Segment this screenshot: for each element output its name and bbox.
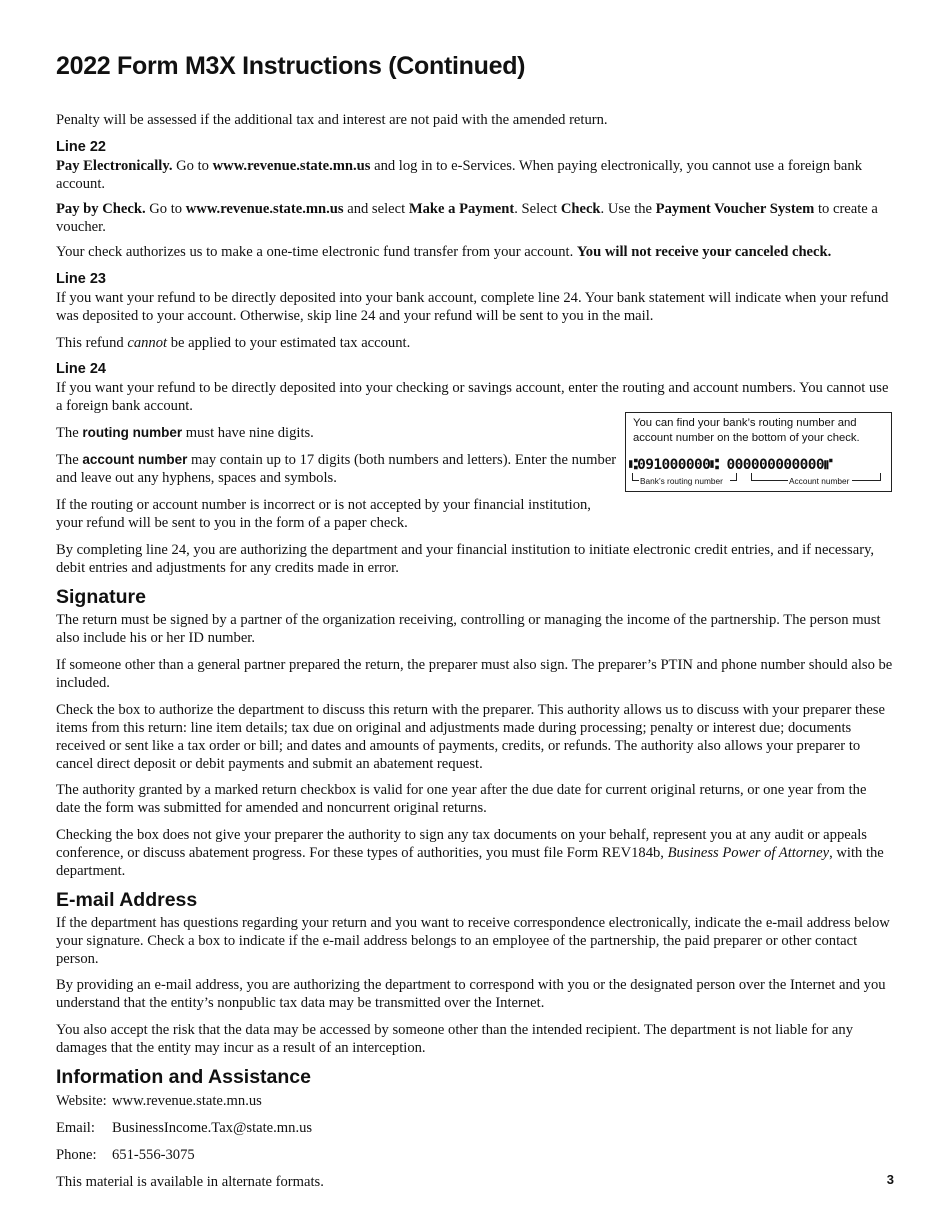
check-term: Check	[560, 201, 601, 217]
page-number: 3	[886, 1172, 894, 1187]
account-number-term: account number	[82, 452, 188, 467]
routing-number-term: routing number	[82, 425, 183, 440]
canceled-check-warning: You will not receive your canceled check.	[576, 244, 832, 260]
pay-electronically-label: Pay Electronically.	[56, 158, 173, 174]
cannot-emphasis: cannot	[127, 335, 168, 351]
text-span: to create a voucher.	[56, 201, 878, 235]
text-span: may contain up to 17 digits (both numbers and letters). Enter the number and leave out any hyphens, spaces and symbols.	[56, 452, 617, 486]
email-paragraph-3: You also accept the risk that the data may be accessed by someone other than the intended recipient. The department is not liable for any damages that the entity may incur as a result of an interception.	[56, 1022, 853, 1056]
account-number-label: Account number	[789, 476, 850, 486]
text-span: The	[56, 425, 83, 441]
business-power-of-attorney-title: Business Power of Attorney	[667, 845, 830, 861]
phone-row	[56, 1146, 195, 1164]
payment-voucher-system-term: Payment Voucher System	[655, 201, 815, 217]
revenue-link[interactable]: www.revenue.state.mn.us	[185, 201, 344, 217]
text-span: . Use the	[600, 201, 656, 217]
line22-check-authorization	[56, 243, 831, 261]
routing-bracket-right	[730, 473, 737, 481]
website-row	[56, 1092, 262, 1110]
text-span: This refund	[56, 335, 128, 351]
alternate-formats-note: This material is available in alternate formats.	[56, 1174, 324, 1190]
page-title: 2022 Form M3X Instructions (Continued)	[56, 52, 526, 80]
check-figure-caption: You can find your bank’s routing number and account number on the bottom of your check.	[633, 417, 860, 444]
phone-number: 651-556-3075	[112, 1147, 195, 1163]
make-payment-term: Make a Payment	[408, 201, 515, 217]
line24-account-number	[56, 451, 618, 487]
routing-bracket-left	[632, 473, 639, 481]
text-span: Your check authorizes us to make a one-time electronic fund transfer from your account.	[56, 244, 577, 260]
line24-paragraph-5: By completing line 24, you are authorizing the department and your financial institution to initiate electronic credit entries, and if necessary, debit entries and adjustments for any credits made in error.	[56, 542, 875, 576]
text-span: The	[56, 452, 83, 468]
signature-paragraph-4: The authority granted by a marked return checkbox is valid for one year after the due date for current original returns, or one year from the date the form was submitted for amended and noncurrent original returns.	[56, 782, 867, 816]
email-paragraph-2: By providing an e-mail address, you are authorizing the department to correspond with you or the designated person over the Internet and you understand that the entity’s nonpublic tax data may be transmitted over the Internet.	[56, 977, 886, 1011]
email-paragraph-1: If the department has questions regarding your return and you want to receive correspondence electronically, indicate the e-mail address below your signature. Check a box to indicate if the e-mail address belongs to an employee of the partnership, the paid preparer or other contact person.	[56, 915, 890, 967]
pay-by-check-label: Pay by Check.	[56, 201, 146, 217]
line23-heading: Line 23	[56, 271, 106, 287]
line24-paragraph-1: If you want your refund to be directly deposited into your checking or savings account, enter the routing and account numbers. You cannot use a foreign bank account.	[56, 380, 889, 414]
routing-number-label: Bank’s routing number	[640, 476, 723, 486]
text-span: Checking the box does not give your preparer the authority to sign any tax documents on your behalf, represent you at any audit or appeals conference, or discuss abatement progress. For these types of authorities, you must file Form REV184b,	[56, 827, 867, 861]
text-span: Go to	[172, 158, 213, 174]
email-link[interactable]: BusinessIncome.Tax@state.mn.us	[112, 1120, 313, 1136]
signature-heading: Signature	[56, 586, 146, 608]
email-row	[56, 1119, 312, 1137]
account-bracket-left	[751, 473, 788, 481]
line22-heading: Line 22	[56, 139, 106, 155]
line22-pay-electronically	[56, 157, 894, 193]
line22-pay-by-check	[56, 200, 894, 236]
text-span: be applied to your estimated tax account.	[167, 335, 411, 351]
text-span: , with the department.	[56, 845, 884, 879]
text-span: and select	[343, 201, 409, 217]
signature-paragraph-5	[56, 826, 894, 880]
text-span: and log in to e-Services. When paying electronically, you cannot use a foreign bank account.	[56, 158, 863, 192]
text-span: . Select	[514, 201, 561, 217]
line24-paragraph-4: If the routing or account number is incorrect or is not accepted by your financial institution, your refund will be sent to you in the form of a paper check.	[56, 497, 591, 531]
website-label: Website:	[56, 1093, 107, 1109]
text-span: must have nine digits.	[182, 425, 314, 441]
signature-paragraph-3: Check the box to authorize the department to discuss this return with the preparer. This authority allows us to discuss with your preparer these items from this return: line item details; tax due on original and adjustments made during processing; penalty or interest due; documents received or sent like a tax order or bill; and dates and amounts of payments, credits, or refunds. The authority also allows your preparer to cancel direct deposit or debit payments and submit an abatement request.	[56, 702, 885, 772]
check-routing-figure	[625, 412, 892, 492]
email-heading: E-mail Address	[56, 889, 198, 911]
check-micr-line: ⑆091000000⑆ 000000000000⑈	[629, 457, 833, 473]
signature-paragraph-2: If someone other than a general partner prepared the return, the preparer must also sign. The preparer’s PTIN and phone number should also be included.	[56, 657, 893, 691]
info-heading: Information and Assistance	[56, 1066, 311, 1088]
line24-routing-number	[56, 424, 616, 442]
email-label: Email:	[56, 1120, 95, 1136]
line23-paragraph-1: If you want your refund to be directly deposited into your bank account, complete line 24. Your bank statement will indicate when your refund was deposited to your account. Otherwise, skip line 24 and your refund will be sent to you in the mail.	[56, 290, 889, 324]
website-link[interactable]: www.revenue.state.mn.us	[112, 1093, 262, 1109]
text-span: Go to	[145, 201, 186, 217]
phone-label: Phone:	[56, 1147, 97, 1163]
revenue-link[interactable]: www.revenue.state.mn.us	[212, 158, 371, 174]
account-bracket-right	[852, 473, 881, 481]
signature-paragraph-1: The return must be signed by a partner of the organization receiving, controlling or managing the income of the partnership. The person must also include his or her ID number.	[56, 612, 881, 646]
line24-heading: Line 24	[56, 361, 106, 377]
intro-paragraph: Penalty will be assessed if the additional tax and interest are not paid with the amended return.	[56, 112, 608, 128]
line23-paragraph-2	[56, 334, 410, 352]
